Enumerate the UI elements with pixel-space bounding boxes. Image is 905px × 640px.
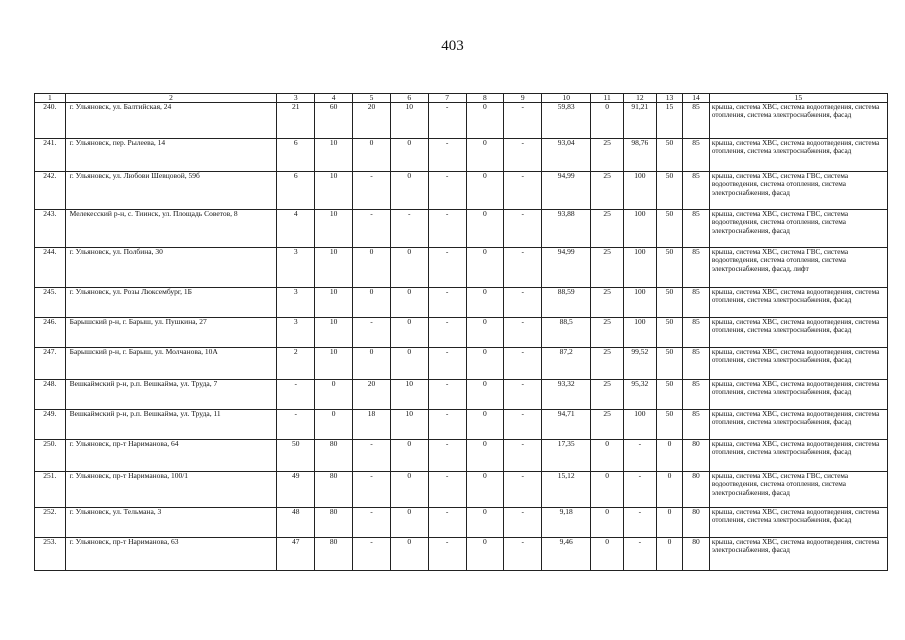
value-cell: 17,35 — [542, 440, 591, 472]
value-cell: 25 — [591, 248, 624, 288]
value-cell: 0 — [390, 172, 428, 210]
value-cell: 0 — [656, 538, 683, 571]
value-cell: - — [428, 472, 466, 508]
works-cell: крыша, система ХВС, система водоотведения, система отопления, система электроснабжения, фасад — [709, 410, 887, 440]
value-cell: 25 — [591, 348, 624, 380]
value-cell: 94,99 — [542, 248, 591, 288]
value-cell: 9,46 — [542, 538, 591, 571]
address-cell: г. Ульяновск, ул. Розы Люксембург, 1Б — [65, 288, 277, 318]
row-number-cell: 245. — [35, 288, 66, 318]
value-cell: 80 — [683, 472, 710, 508]
value-cell: 0 — [315, 410, 353, 440]
value-cell: 10 — [315, 288, 353, 318]
value-cell: 0 — [591, 440, 624, 472]
value-cell: 0 — [315, 380, 353, 410]
value-cell: - — [428, 318, 466, 348]
table-row — [35, 318, 888, 348]
value-cell: 3 — [277, 248, 315, 288]
row-number-cell: 251. — [35, 472, 66, 508]
value-cell: - — [623, 440, 656, 472]
value-cell: 0 — [390, 508, 428, 538]
register-table — [34, 93, 888, 571]
row-number-cell: 241. — [35, 139, 66, 172]
value-cell: 25 — [591, 139, 624, 172]
value-cell: - — [277, 410, 315, 440]
column-number: 15 — [709, 94, 887, 103]
works-cell: крыша, система ХВС, система водоотведения, система отопления, система электроснабжения, фасад — [709, 380, 887, 410]
table-row — [35, 508, 888, 538]
address-cell: Вешкаймский р-н, р.п. Вешкайма, ул. Труда, 11 — [65, 410, 277, 440]
value-cell: - — [353, 440, 391, 472]
page-number: 403 — [441, 38, 464, 54]
value-cell: 20 — [353, 380, 391, 410]
works-cell: крыша, система ХВС, система водоотведения, система отопления, система электроснабжения, фасад — [709, 508, 887, 538]
column-number: 12 — [623, 94, 656, 103]
row-number-cell: 240. — [35, 103, 66, 139]
value-cell: 88,5 — [542, 318, 591, 348]
value-cell: 10 — [315, 139, 353, 172]
value-cell: 0 — [656, 440, 683, 472]
value-cell: 10 — [315, 348, 353, 380]
row-number-cell: 248. — [35, 380, 66, 410]
value-cell: 50 — [656, 380, 683, 410]
value-cell: 60 — [315, 103, 353, 139]
value-cell: - — [504, 380, 542, 410]
value-cell: 94,71 — [542, 410, 591, 440]
value-cell: 0 — [353, 348, 391, 380]
table-row — [35, 410, 888, 440]
column-number: 11 — [591, 94, 624, 103]
table-row — [35, 380, 888, 410]
value-cell: 0 — [466, 172, 504, 210]
value-cell: 50 — [656, 318, 683, 348]
value-cell: - — [428, 172, 466, 210]
value-cell: - — [504, 508, 542, 538]
value-cell: 50 — [656, 248, 683, 288]
value-cell: 0 — [466, 472, 504, 508]
column-number-row — [35, 94, 888, 103]
value-cell: 0 — [466, 380, 504, 410]
value-cell: 0 — [466, 139, 504, 172]
value-cell: 0 — [390, 318, 428, 348]
value-cell: 0 — [353, 139, 391, 172]
value-cell: 50 — [656, 288, 683, 318]
value-cell: - — [353, 318, 391, 348]
row-number-cell: 242. — [35, 172, 66, 210]
row-number-cell: 246. — [35, 318, 66, 348]
value-cell: 9,18 — [542, 508, 591, 538]
address-cell: Вешкаймский р-н, р.п. Вешкайма, ул. Труда, 7 — [65, 380, 277, 410]
address-cell: г. Ульяновск, ул. Балтийская, 24 — [65, 103, 277, 139]
value-cell: 93,04 — [542, 139, 591, 172]
value-cell: 25 — [591, 210, 624, 248]
value-cell: - — [428, 103, 466, 139]
address-cell: г. Ульяновск, ул. Любови Шевцовой, 59б — [65, 172, 277, 210]
value-cell: 49 — [277, 472, 315, 508]
address-cell: г. Ульяновск, пер. Рылеева, 14 — [65, 139, 277, 172]
value-cell: 0 — [466, 248, 504, 288]
value-cell: 88,59 — [542, 288, 591, 318]
address-cell: г. Ульяновск, ул. Полбина, 30 — [65, 248, 277, 288]
value-cell: 0 — [390, 248, 428, 288]
value-cell: - — [504, 248, 542, 288]
value-cell: - — [428, 440, 466, 472]
column-number: 13 — [656, 94, 683, 103]
table-row — [35, 139, 888, 172]
value-cell: 25 — [591, 380, 624, 410]
value-cell: - — [504, 103, 542, 139]
value-cell: - — [428, 508, 466, 538]
value-cell: 48 — [277, 508, 315, 538]
works-cell: крыша, система ХВС, система водоотведения, система отопления, система электроснабжения, фасад — [709, 103, 887, 139]
value-cell: 0 — [466, 288, 504, 318]
address-cell: Барышский р-н, г. Барыш, ул. Пушкина, 27 — [65, 318, 277, 348]
value-cell: 0 — [466, 210, 504, 248]
value-cell: 85 — [683, 103, 710, 139]
value-cell: 25 — [591, 288, 624, 318]
value-cell: 95,32 — [623, 380, 656, 410]
value-cell: - — [353, 472, 391, 508]
value-cell: - — [504, 139, 542, 172]
column-number: 14 — [683, 94, 710, 103]
value-cell: - — [353, 538, 391, 571]
value-cell: - — [428, 538, 466, 571]
value-cell: - — [623, 508, 656, 538]
value-cell: 85 — [683, 139, 710, 172]
table-row — [35, 172, 888, 210]
table-row — [35, 248, 888, 288]
value-cell: 100 — [623, 172, 656, 210]
address-cell: Барышский р-н, г. Барыш, ул. Молчанова, 10А — [65, 348, 277, 380]
value-cell: 25 — [591, 318, 624, 348]
value-cell: - — [504, 210, 542, 248]
value-cell: 10 — [315, 248, 353, 288]
value-cell: 0 — [466, 410, 504, 440]
row-number-cell: 252. — [35, 508, 66, 538]
value-cell: 100 — [623, 210, 656, 248]
value-cell: 10 — [390, 410, 428, 440]
value-cell: - — [428, 210, 466, 248]
value-cell: 85 — [683, 318, 710, 348]
value-cell: - — [504, 440, 542, 472]
value-cell: 50 — [656, 139, 683, 172]
value-cell: 100 — [623, 410, 656, 440]
works-cell: крыша, система ХВС, система водоотведения, система отопления, система электроснабжения, фасад — [709, 440, 887, 472]
value-cell: 0 — [466, 508, 504, 538]
value-cell: 3 — [277, 318, 315, 348]
column-number: 2 — [65, 94, 277, 103]
value-cell: 80 — [315, 440, 353, 472]
works-cell: крыша, система ХВС, система водоотведения, система отопления, система электроснабжения, фасад — [709, 348, 887, 380]
value-cell: 85 — [683, 210, 710, 248]
value-cell: 25 — [591, 410, 624, 440]
value-cell: - — [504, 410, 542, 440]
value-cell: - — [504, 172, 542, 210]
value-cell: - — [428, 410, 466, 440]
value-cell: 94,99 — [542, 172, 591, 210]
value-cell: 100 — [623, 248, 656, 288]
value-cell: - — [504, 472, 542, 508]
value-cell: 0 — [390, 472, 428, 508]
column-number: 7 — [428, 94, 466, 103]
row-number-cell: 244. — [35, 248, 66, 288]
address-cell: г. Ульяновск, пр-т Нариманова, 100/1 — [65, 472, 277, 508]
works-cell: крыша, система ХВС, система водоотведения, система отопления, система электроснабжения, фасад — [709, 139, 887, 172]
value-cell: 0 — [466, 348, 504, 380]
works-cell: крыша, система ХВС, система ГВС, система водоотведения, система отопления, система электроснабжения, фасад — [709, 210, 887, 248]
column-number: 9 — [504, 94, 542, 103]
value-cell: 93,32 — [542, 380, 591, 410]
works-cell: крыша, система ХВС, система водоотведения, система отопления, система электроснабжения, фасад — [709, 318, 887, 348]
works-cell: крыша, система ХВС, система водоотведения, система отопления, система электроснабжения, фасад — [709, 288, 887, 318]
works-cell: крыша, система ХВС, система ГВС, система водоотведения, система отопления, система электроснабжения, фасад — [709, 172, 887, 210]
column-number: 8 — [466, 94, 504, 103]
value-cell: 25 — [591, 172, 624, 210]
table-row — [35, 440, 888, 472]
value-cell: 80 — [315, 538, 353, 571]
value-cell: 85 — [683, 348, 710, 380]
value-cell: 0 — [353, 248, 391, 288]
value-cell: 15 — [656, 103, 683, 139]
works-cell: крыша, система ХВС, система ГВС, система водоотведения, система отопления, система электроснабжения, фасад, лифт — [709, 248, 887, 288]
value-cell: 47 — [277, 538, 315, 571]
table-row — [35, 472, 888, 508]
value-cell: 15,12 — [542, 472, 591, 508]
value-cell: 20 — [353, 103, 391, 139]
column-number: 10 — [542, 94, 591, 103]
value-cell: 85 — [683, 288, 710, 318]
value-cell: - — [623, 538, 656, 571]
value-cell: 0 — [466, 318, 504, 348]
value-cell: 0 — [466, 440, 504, 472]
row-number-cell: 243. — [35, 210, 66, 248]
value-cell: 0 — [656, 472, 683, 508]
value-cell: 85 — [683, 380, 710, 410]
value-cell: 0 — [390, 440, 428, 472]
value-cell: 6 — [277, 172, 315, 210]
value-cell: 10 — [390, 103, 428, 139]
column-number: 4 — [315, 94, 353, 103]
row-number-cell: 247. — [35, 348, 66, 380]
value-cell: 0 — [353, 288, 391, 318]
value-cell: 50 — [656, 210, 683, 248]
address-cell: г. Ульяновск, ул. Тельмана, 3 — [65, 508, 277, 538]
value-cell: 80 — [315, 472, 353, 508]
value-cell: - — [428, 288, 466, 318]
value-cell: 80 — [683, 538, 710, 571]
value-cell: 85 — [683, 248, 710, 288]
value-cell: - — [390, 210, 428, 248]
value-cell: 50 — [656, 172, 683, 210]
value-cell: 10 — [315, 318, 353, 348]
value-cell: 98,76 — [623, 139, 656, 172]
value-cell: 93,88 — [542, 210, 591, 248]
table-row — [35, 348, 888, 380]
value-cell: 0 — [466, 538, 504, 571]
value-cell: 3 — [277, 288, 315, 318]
value-cell: - — [623, 472, 656, 508]
value-cell: - — [353, 210, 391, 248]
value-cell: 0 — [591, 103, 624, 139]
value-cell: 0 — [656, 508, 683, 538]
value-cell: 0 — [591, 472, 624, 508]
value-cell: 85 — [683, 410, 710, 440]
value-cell: 100 — [623, 288, 656, 318]
value-cell: - — [277, 380, 315, 410]
works-cell: крыша, система ХВС, система водоотведения, система электроснабжения, фасад — [709, 538, 887, 571]
value-cell: 50 — [656, 348, 683, 380]
value-cell: - — [428, 139, 466, 172]
value-cell: 0 — [390, 288, 428, 318]
value-cell: 10 — [315, 210, 353, 248]
table-row — [35, 538, 888, 571]
value-cell: 0 — [466, 103, 504, 139]
value-cell: 59,83 — [542, 103, 591, 139]
value-cell: 85 — [683, 172, 710, 210]
row-number-cell: 253. — [35, 538, 66, 571]
row-number-cell: 249. — [35, 410, 66, 440]
value-cell: 6 — [277, 139, 315, 172]
value-cell: - — [504, 288, 542, 318]
value-cell: 87,2 — [542, 348, 591, 380]
table-row — [35, 210, 888, 248]
value-cell: 0 — [591, 538, 624, 571]
value-cell: - — [428, 380, 466, 410]
table-row — [35, 103, 888, 139]
row-number-cell: 250. — [35, 440, 66, 472]
value-cell: 80 — [683, 440, 710, 472]
value-cell: 0 — [390, 348, 428, 380]
value-cell: - — [428, 348, 466, 380]
value-cell: - — [353, 508, 391, 538]
value-cell: - — [428, 248, 466, 288]
works-cell: крыша, система ХВС, система ГВС, система водоотведения, система отопления, система электроснабжения, фасад — [709, 472, 887, 508]
value-cell: 10 — [390, 380, 428, 410]
value-cell: 0 — [390, 139, 428, 172]
table-row — [35, 288, 888, 318]
value-cell: 50 — [277, 440, 315, 472]
value-cell: - — [504, 318, 542, 348]
value-cell: 80 — [315, 508, 353, 538]
address-cell: Мелекесский р-н, с. Тиинск, ул. Площадь Советов, 8 — [65, 210, 277, 248]
value-cell: 10 — [315, 172, 353, 210]
value-cell: 0 — [390, 538, 428, 571]
column-number: 3 — [277, 94, 315, 103]
column-number: 5 — [353, 94, 391, 103]
value-cell: 80 — [683, 508, 710, 538]
address-cell: г. Ульяновск, пр-т Нариманова, 63 — [65, 538, 277, 571]
value-cell: 4 — [277, 210, 315, 248]
value-cell: 99,52 — [623, 348, 656, 380]
value-cell: 18 — [353, 410, 391, 440]
column-number: 6 — [390, 94, 428, 103]
column-number: 1 — [35, 94, 66, 103]
value-cell: 100 — [623, 318, 656, 348]
value-cell: 21 — [277, 103, 315, 139]
value-cell: 0 — [591, 508, 624, 538]
value-cell: - — [504, 538, 542, 571]
value-cell: 91,21 — [623, 103, 656, 139]
value-cell: - — [504, 348, 542, 380]
address-cell: г. Ульяновск, пр-т Нариманова, 64 — [65, 440, 277, 472]
value-cell: 50 — [656, 410, 683, 440]
value-cell: - — [353, 172, 391, 210]
value-cell: 2 — [277, 348, 315, 380]
